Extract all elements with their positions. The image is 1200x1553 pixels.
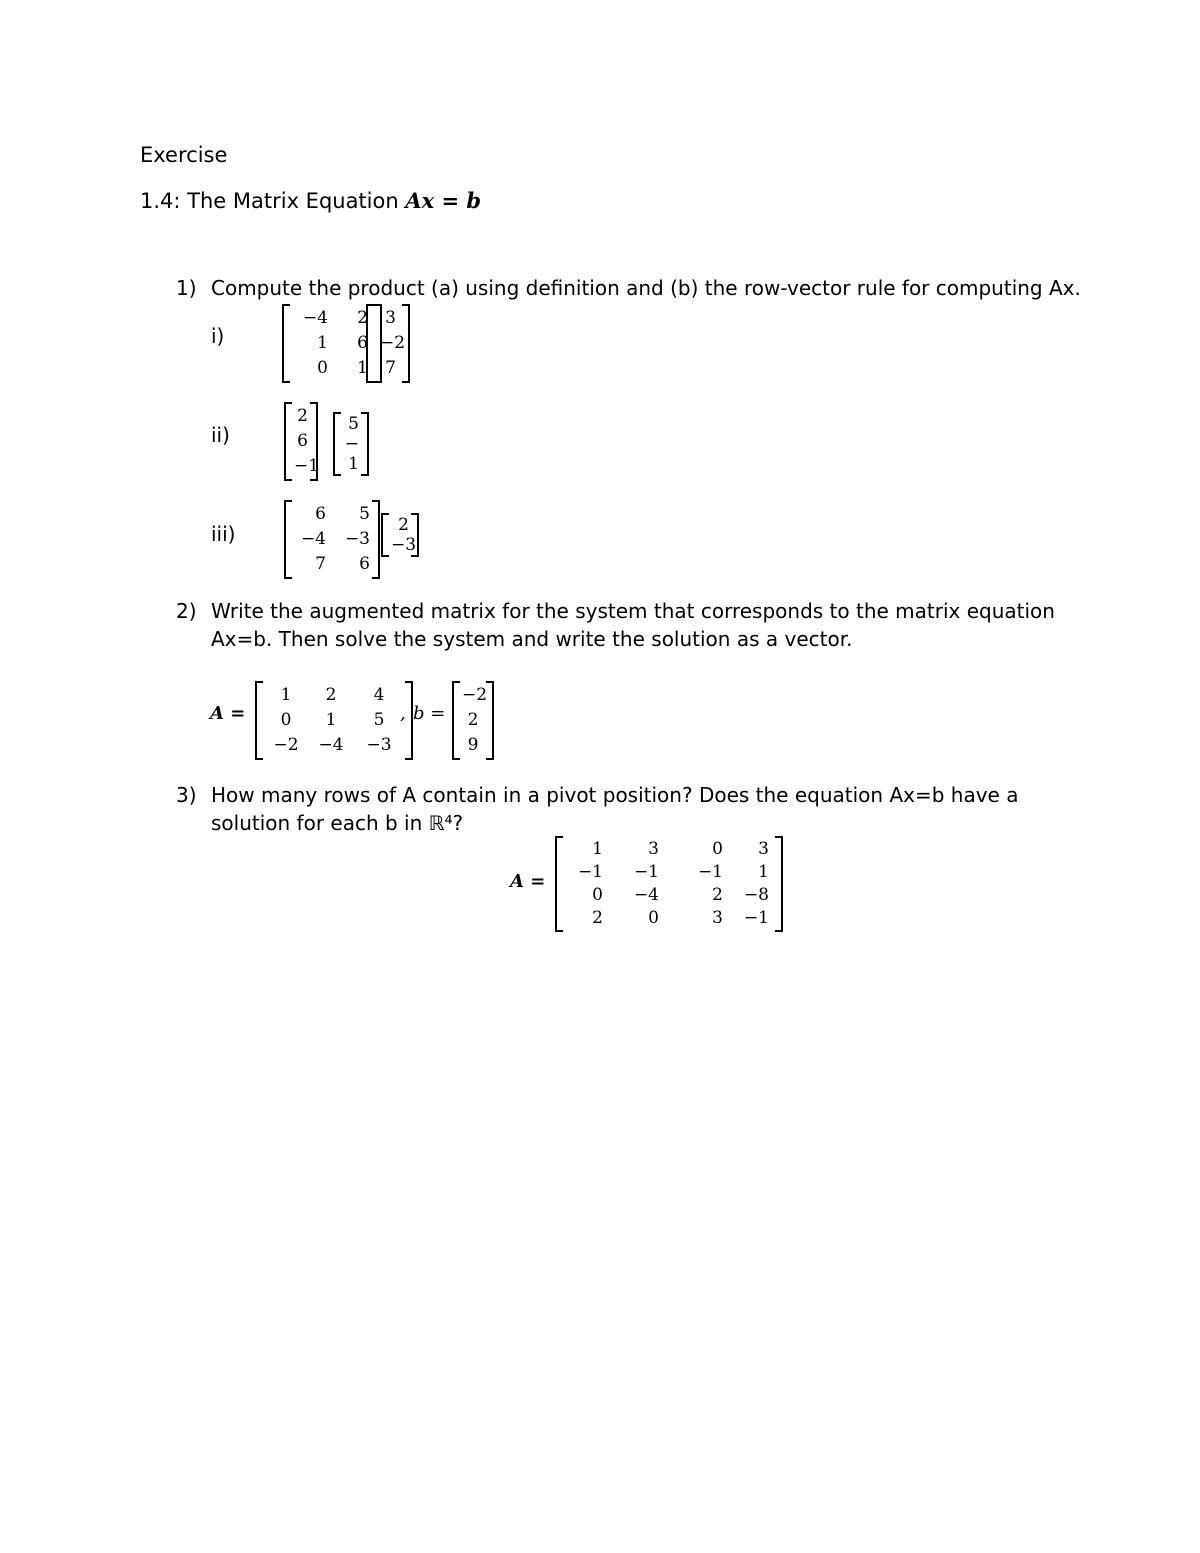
matrix-entry: 0 xyxy=(648,908,659,928)
q3-number: 3) xyxy=(176,783,197,807)
q1-iii-matrix-a-grid xyxy=(284,500,380,579)
q1-i-vector-x-grid xyxy=(366,304,410,383)
matrix-entry: 2 xyxy=(325,685,337,705)
matrix-entry: −4 xyxy=(302,308,328,328)
matrix-entry: −1 xyxy=(294,456,320,476)
q2-line1: Write the augmented matrix for the system that corresponds to the matrix equation xyxy=(211,599,1055,623)
matrix-entry: 1 xyxy=(325,710,337,730)
matrix-entry: 1 xyxy=(357,358,368,378)
matrix-entry: 4 xyxy=(373,685,385,705)
matrix-entry: 7 xyxy=(315,554,326,574)
matrix-entry: −2 xyxy=(462,685,488,705)
matrix-entry: −3 xyxy=(344,529,370,549)
q1-part-i-label: i) xyxy=(211,324,225,348)
matrix-entry: 1 xyxy=(592,839,603,859)
q1-iii-matrix-a xyxy=(284,500,380,579)
matrix-entry: −4 xyxy=(318,735,344,755)
matrix-entry: 9 xyxy=(467,735,479,755)
matrix-entry: 3 xyxy=(758,839,769,859)
q1-ii-matrix-a xyxy=(284,402,318,481)
matrix-entry: 2 xyxy=(357,308,368,328)
q2-vector-b-grid xyxy=(452,681,494,760)
matrix-entry: 1 xyxy=(280,685,292,705)
q2-vector-b xyxy=(452,681,494,760)
q1-ii-matrix-a-grid xyxy=(284,402,318,481)
q2-comma: , xyxy=(400,703,406,724)
matrix-entry: −3 xyxy=(391,535,417,555)
q3-line1: How many rows of A contain in a pivot position? Does the equation Ax=b have a xyxy=(211,783,1019,807)
matrix-entry: 2 xyxy=(592,908,603,928)
q2-matrix-a xyxy=(255,681,413,760)
matrix-entry: −1 xyxy=(577,862,603,882)
matrix-entry: 6 xyxy=(359,554,370,574)
q2-line2: Ax=b. Then solve the system and write the solution as a vector. xyxy=(211,627,853,651)
matrix-entry: 5 xyxy=(373,710,385,730)
matrix-entry: 3 xyxy=(648,839,659,859)
matrix-entry: 0 xyxy=(712,839,723,859)
matrix-entry: −8 xyxy=(743,885,769,905)
matrix-entry: 0 xyxy=(592,885,603,905)
matrix-entry: −2 xyxy=(273,735,299,755)
matrix-entry: 6 xyxy=(297,431,308,451)
matrix-entry: 1 xyxy=(758,862,769,882)
matrix-entry: 5 xyxy=(359,504,370,524)
q3-matrix-a-grid xyxy=(555,836,783,932)
q1-number: 1) xyxy=(176,276,197,300)
q2-a-label: A = xyxy=(210,703,246,724)
matrix-entry: −2 xyxy=(380,333,406,353)
q2-b-label: b = xyxy=(413,703,446,724)
q1-ii-vector-x-grid xyxy=(333,412,369,476)
section-equation: Ax = b xyxy=(405,188,482,213)
q3-matrix-a xyxy=(555,836,783,932)
section-title-prefix: 1.4: The Matrix Equation xyxy=(140,189,406,213)
q1-part-ii-label: ii) xyxy=(211,423,230,447)
q1-text: Compute the product (a) using definition and (b) the row-vector rule for computing Ax. xyxy=(211,276,1081,300)
matrix-entry: 0 xyxy=(280,710,292,730)
q3-a-label: A = xyxy=(510,871,546,892)
matrix-entry: −4 xyxy=(633,885,659,905)
matrix-entry: 3 xyxy=(385,308,396,328)
matrix-entry: 2 xyxy=(467,710,479,730)
q1-iii-vector-x-grid xyxy=(381,513,419,557)
matrix-entry: 6 xyxy=(357,333,368,353)
matrix-entry: 2 xyxy=(712,885,723,905)
matrix-entry: 0 xyxy=(317,358,328,378)
matrix-entry: 6 xyxy=(315,504,326,524)
matrix-entry: −3 xyxy=(366,735,392,755)
q2-matrix-a-grid xyxy=(255,681,413,760)
q1-part-iii-label: iii) xyxy=(211,522,236,546)
q2-number: 2) xyxy=(176,599,197,623)
matrix-entry: 7 xyxy=(385,358,396,378)
matrix-entry: 5 xyxy=(348,414,359,434)
matrix-entry: −1 xyxy=(633,862,659,882)
matrix-entry: − 1 xyxy=(344,434,359,474)
q1-iii-vector-x xyxy=(381,513,419,557)
q1-i-vector-x xyxy=(366,304,410,383)
matrix-entry: −4 xyxy=(300,529,326,549)
q3-line2: solution for each b in ℝ⁴? xyxy=(211,811,464,835)
matrix-entry: 2 xyxy=(398,515,409,535)
section-title xyxy=(140,187,481,215)
exercise-heading: Exercise xyxy=(140,143,228,167)
matrix-entry: 3 xyxy=(712,908,723,928)
q1-ii-vector-x xyxy=(333,412,369,476)
matrix-entry: −1 xyxy=(697,862,723,882)
matrix-entry: 1 xyxy=(317,333,328,353)
matrix-entry: −1 xyxy=(743,908,769,928)
matrix-entry: 2 xyxy=(297,406,308,426)
